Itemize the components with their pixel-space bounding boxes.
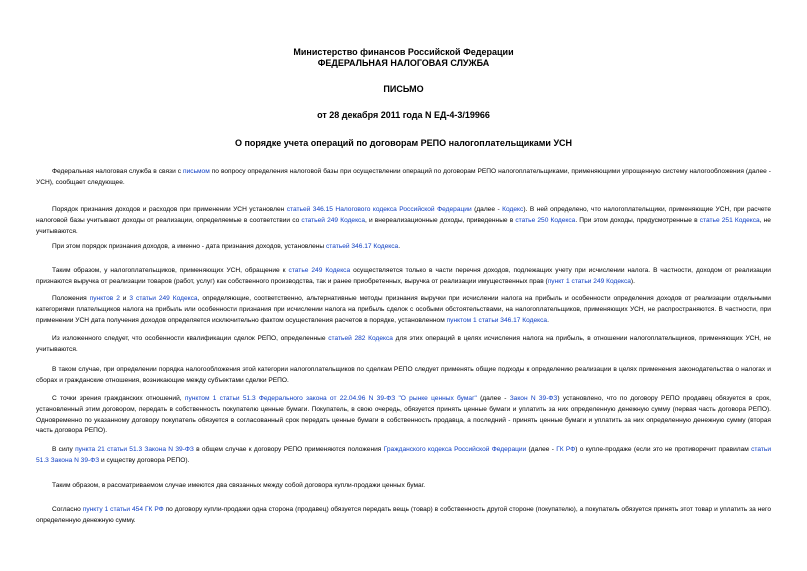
paragraph-text: (далее -	[476, 395, 510, 402]
paragraph-text: С точки зрения гражданских отношений,	[52, 395, 185, 402]
document-link[interactable]: статьей 346.15 Налогового кодекса Российской Федерации	[286, 206, 472, 213]
document-link[interactable]: пунктом 1 статьи 51.3 Федерального закона от 22.04.96 N 39-ФЗ "О рынке ценных бумаг"	[184, 395, 477, 402]
ministry-name: Министерство финансов Российской Федерации	[293, 47, 514, 57]
document-link[interactable]: статьи 51.3 Закона N 39-ФЗ	[36, 446, 772, 464]
paragraph-4	[36, 266, 771, 288]
paragraph-text: ) о купле-продаже (если это не противоречит правилам	[575, 446, 752, 453]
paragraph-text: .	[398, 243, 401, 250]
paragraph-text: ). В ней определено, что налогоплательщики, применяющие УСН, при расчете налоговой базы учитывают доходы от реализации, определяемые в соответствии со	[36, 206, 771, 224]
paragraph-text: , определяющие, соответственно, альтернативные методы признания выручки при исчислении налога на прибыль и особенности определения доходов от реализации отдельными категориями плательщиков налога на прибыль или особенности признания при исчислении налога на прибыль сделок с особыми обстоятельствами, на налогоплательщиков, применяющих УСН, не распространяются. В частности, при применении УСН дата получения доходов определяется исключительно фактом осуществления расчетов в порядке, установленном	[36, 295, 771, 324]
paragraph-text: ).	[630, 277, 635, 285]
paragraph-text: Федеральная налоговая служба в связи с	[52, 168, 184, 175]
document-link[interactable]: Закон N 39-ФЗ	[509, 395, 558, 402]
paragraph-6	[36, 334, 771, 356]
paragraph-text: .	[547, 316, 549, 324]
paragraph-text: , и внереализационные доходы, приведенные в	[365, 216, 516, 224]
paragraph-text: для этих операций в целях исчисления налога на прибыль, в отношении налогоплательщиков, применяющих УСН, не учитываются.	[36, 335, 771, 353]
paragraph-text: ) установлено, что по договору РЕПО продавец обязуется в срок, установленный этим договором, передать в собственность покупателю ценные бумаги. Покупатель, в свою очередь, обязуется принять ценные бумаги и уплатить за них определенную денежную сумму (первая часть договора РЕПО). Одновременно по указанному договору покупатель обязуется в согласованный срок передать ценные бумаги в собственность продавца, а последний - принять ценные бумаги и уплатить за них определенную денежную сумму (вторая часть договора РЕПО).	[36, 395, 772, 435]
document-type: ПИСЬМО	[383, 84, 424, 94]
document-link[interactable]: письмом	[183, 168, 210, 175]
document-link[interactable]: Кодекс	[502, 206, 524, 213]
paragraph-9	[36, 445, 771, 467]
document-link[interactable]: статье 250 Кодекса	[515, 216, 576, 224]
paragraph-10	[36, 481, 771, 492]
paragraph-text: (далее -	[526, 446, 557, 453]
paragraph-1	[36, 167, 771, 189]
document-date-number: от 28 декабря 2011 года N ЕД-4-3/19966	[317, 110, 490, 120]
document-link[interactable]: пункту 1 статьи 454 ГК РФ	[82, 506, 164, 513]
document-subject: О порядке учета операций по договорам РЕПО налогоплательщиками УСН	[234, 138, 573, 148]
paragraph-3	[36, 242, 771, 253]
paragraph-text: В силу	[52, 446, 76, 453]
document-link[interactable]: пункт 1 статьи 249 Кодекса	[547, 277, 631, 285]
paragraph-2	[36, 205, 771, 237]
paragraph-text: . При этом доходы, предусмотренные в	[575, 216, 700, 224]
document-link[interactable]: статьей 346.17 Кодекса	[325, 243, 399, 250]
document-link[interactable]: пунктов 2	[89, 295, 120, 302]
document-link[interactable]: ГК РФ	[556, 446, 576, 453]
paragraph-text: Из изложенного следует, что особенности квалификации сделок РЕПО, определенные	[52, 335, 329, 342]
paragraph-text: и существу договора РЕПО).	[99, 456, 190, 464]
document-link[interactable]: статьей 282 Кодекса	[328, 335, 393, 342]
paragraph-text: по вопросу определения налоговой базы при осуществлении операций по договорам РЕПО налогоплательщиками, применяющими упрощенную систему налогообложения (далее - УСН), сообщает следующее.	[36, 168, 771, 186]
paragraph-5	[36, 294, 771, 326]
paragraph-8	[36, 394, 771, 437]
paragraph-text: Таким образом, в рассматриваемом случае имеются два связанных между собой договора купли-продажи ценных бумаг.	[52, 482, 426, 489]
paragraph-text: осуществляется только в части перечня доходов, подлежащих учету при исчислении налога. В частности, доходом от реализации признаются выручка от реализации товаров (работ, услуг) как собственного производства, так и ранее приобретенных, выручка от реализации имущественных прав (	[36, 267, 771, 285]
document-link[interactable]: статьей 249 Кодекса	[301, 216, 366, 224]
paragraph-text: В таком случае, при определении порядка налогообложения этой категории налогоплательщиков по сделкам РЕПО следует применять общие подходы к определению реализации в целях применения законодательства о налогах и сборах и гражданские отношения, возникающие между субъектами сделки РЕПО.	[36, 366, 771, 384]
document-link[interactable]: статье 249 Кодекса	[288, 267, 351, 274]
document-link[interactable]: пунктом 1 статьи 346.17 Кодекса	[446, 316, 548, 324]
paragraph-text: , не учитываются.	[36, 216, 771, 235]
document-link[interactable]: Гражданского кодекса Российской Федерации	[383, 446, 527, 453]
paragraph-7	[36, 365, 771, 387]
service-name: ФЕДЕРАЛЬНАЯ НАЛОГОВАЯ СЛУЖБА	[317, 58, 490, 68]
paragraph-text: в общем случае к договору РЕПО применяются положения	[193, 446, 384, 453]
paragraph-text: Порядок признания доходов и расходов при применении УСН установлен	[52, 206, 287, 213]
document-link[interactable]: пункта 21 статьи 51.3 Закона N 39-ФЗ	[75, 446, 194, 453]
paragraph-text: Таким образом, у налогоплательщиков, применяющих УСН, обращение к	[52, 267, 289, 274]
paragraph-text: (далее -	[471, 206, 503, 213]
document-link[interactable]: 3 статьи 249 Кодекса	[129, 295, 198, 302]
paragraph-text: и	[119, 295, 130, 302]
paragraph-text: Согласно	[52, 506, 83, 513]
paragraph-text: Положения	[52, 295, 90, 302]
document-link[interactable]: статье 251 Кодекса	[699, 216, 760, 224]
paragraph-11	[36, 505, 771, 527]
paragraph-text: по договору купли-продажи одна сторона (продавец) обязуется передать вещь (товар) в собственность другой стороне (покупателю), а покупатель обязуется принять этот товар и уплатить за него определенную денежную сумму.	[36, 506, 771, 524]
paragraph-text: При этом порядок признания доходов, а именно - дата признания доходов, установлены	[52, 243, 326, 250]
